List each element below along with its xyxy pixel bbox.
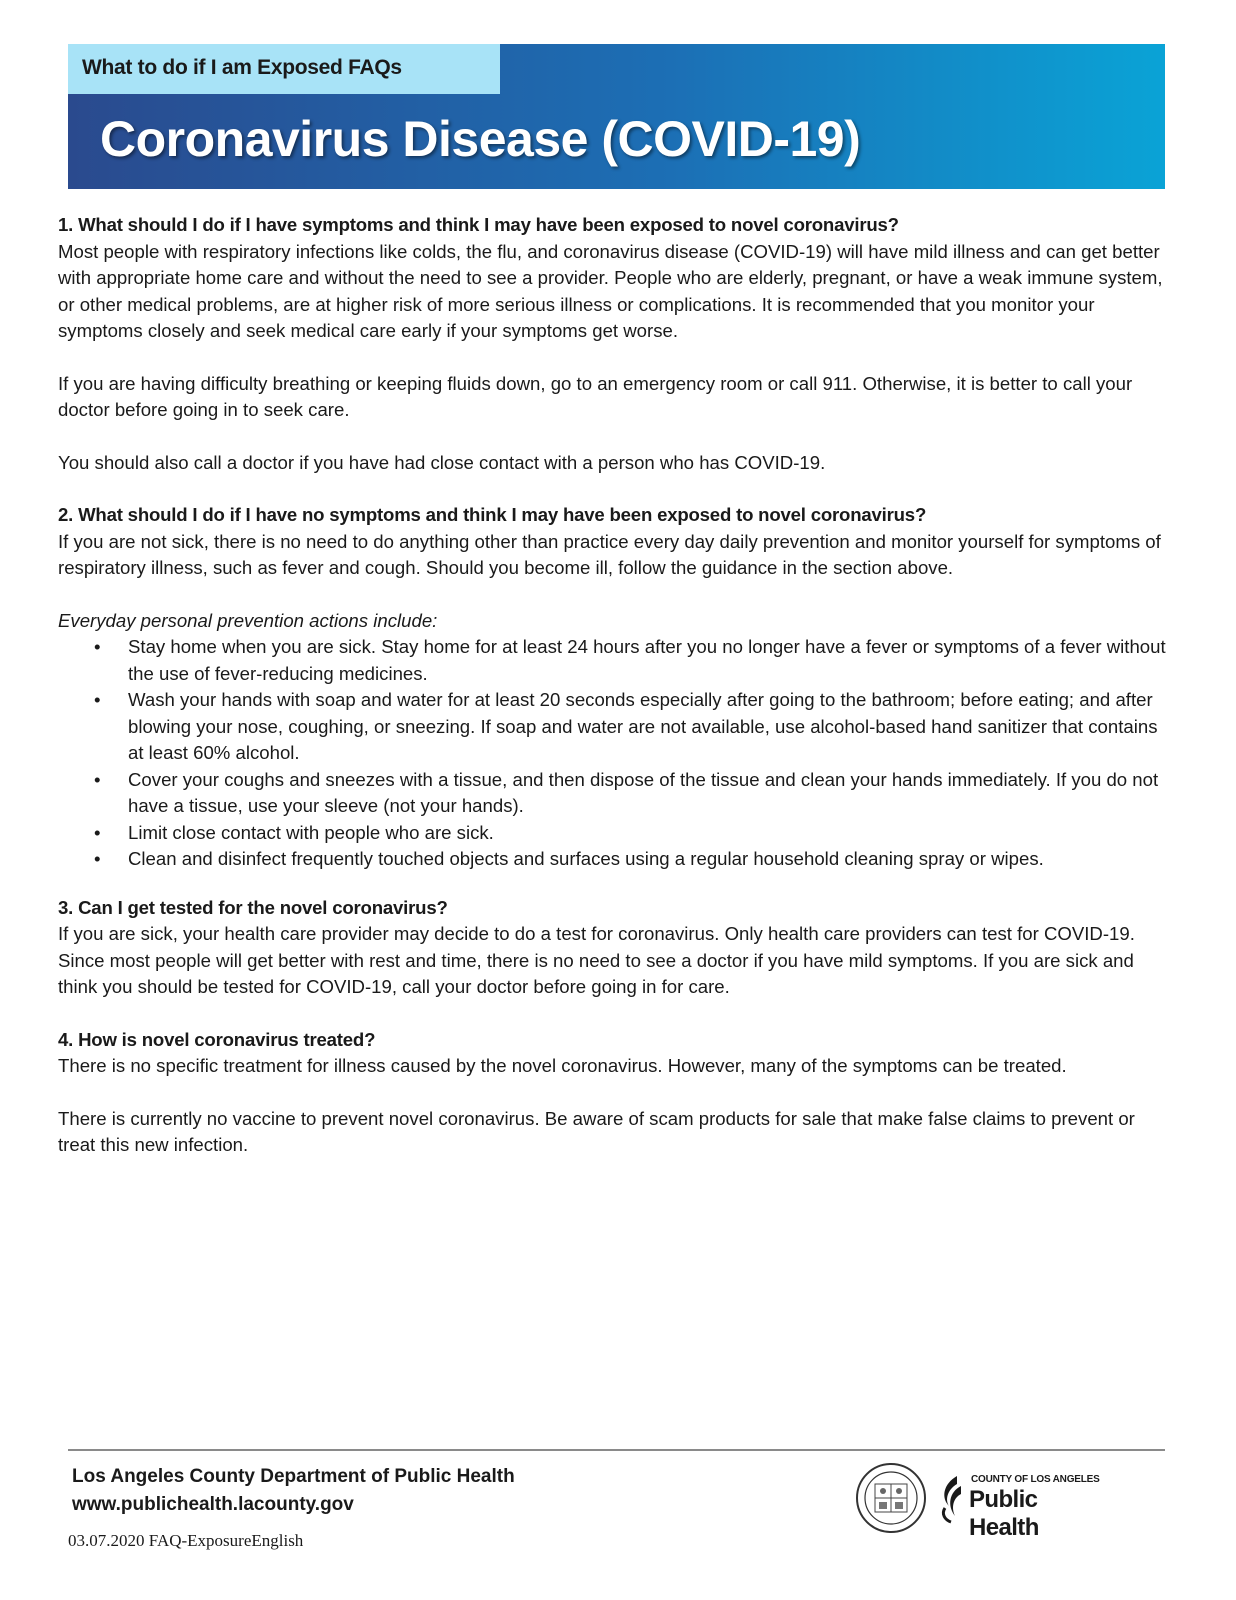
list-item	[58, 846, 1168, 873]
list-item-text: Limit close contact with people who are sick.	[128, 821, 494, 843]
answer-4-paragraph-2: There is currently no vaccine to prevent novel coronavirus. Be aware of scam products for sale that make false claims to prevent or treat this new infection.	[58, 1107, 1135, 1155]
header-tab-label: What to do if I am Exposed FAQs	[82, 56, 402, 79]
faq-section-4	[58, 1027, 1168, 1159]
faq-section-2	[58, 502, 1168, 873]
list-item	[58, 767, 1168, 820]
answer-1-paragraph-1: Most people with respiratory infections like colds, the flu, and coronavirus disease (COVID-19) will have mild illness and can get better with appropriate home care and without the need to see a provider. People who are elderly, pregnant, or have a weak immune system, or other medical problems, are at higher risk of more serious illness or complications. It is recommended that you monitor your symptoms closely and seek medical care early if your symptoms get worse.	[58, 240, 1163, 341]
prevention-intro: Everyday personal prevention actions include:	[58, 609, 438, 631]
list-item-text: Clean and disinfect frequently touched objects and surfaces using a regular household cleaning spray or wipes.	[128, 848, 1044, 869]
footer-document-id: 03.07.2020 FAQ-ExposureEnglish	[68, 1531, 304, 1550]
answer-1-paragraph-2: If you are having difficulty breathing or keeping fluids down, go to an emergency room or call 911. Otherwise, it is better to call your doctor before going in to seek care.	[58, 372, 1133, 420]
answer-3-paragraph-1: If you are sick, your health care provider may decide to do a test for coronavirus. Only health care providers can test for COVID-19. Since most people will get better with rest and time, there is no need to see a doctor if you have mild symptoms. If you are sick and think you should be tested for COVID-19, call your doctor before going in for care.	[58, 923, 1135, 997]
answer-2-paragraph-1: If you are not sick, there is no need to do anything other than practice every day daily prevention and monitor yourself for symptoms of respiratory illness, such as fever and cough. Should you become ill, follow the guidance in the section above.	[58, 530, 1161, 578]
footer-org-name: Los Angeles County Department of Public Health	[72, 1466, 515, 1487]
footer-website[interactable]: www.publichealth.lacounty.gov	[72, 1494, 354, 1515]
list-item-text: Stay home when you are sick. Stay home for at least 24 hours after you no longer have a fever or symptoms of a fever without the use of fever-reducing medicines.	[128, 636, 1166, 684]
bullet-icon: •	[94, 689, 101, 710]
logo-big-text: Public Health	[969, 1486, 1039, 1541]
list-item-text: Cover your coughs and sneezes with a tissue, and then dispose of the tissue and clean your hands immediately. If you do not have a tissue, use your sleeve (not your hands).	[128, 768, 1159, 816]
logo-small-text: COUNTY OF LOS ANGELES	[971, 1474, 1100, 1485]
bullet-icon: •	[94, 848, 101, 869]
question-3: 3. Can I get tested for the novel coronavirus?	[58, 896, 448, 918]
public-health-logo-icon	[935, 1470, 969, 1525]
answer-1-paragraph-3: You should also call a doctor if you have had close contact with a person who has COVID-19.	[58, 451, 826, 473]
page-title: Coronavirus Disease (COVID-19)	[100, 111, 861, 167]
list-item-text: Wash your hands with soap and water for at least 20 seconds especially after going to the bathroom; before eating; and after blowing your nose, coughing, or sneezing. If soap and water are not available, use alcohol-based hand sanitizer that contains at least 60% alcohol.	[128, 689, 1158, 763]
public-health-logo	[935, 1470, 1110, 1541]
answer-4-paragraph-1: There is no specific treatment for illness caused by the novel coronavirus. However, many of the symptoms can be treated.	[58, 1055, 1067, 1076]
bullet-icon: •	[94, 821, 101, 843]
prevention-list	[58, 634, 1168, 873]
faq-content	[58, 212, 1168, 1159]
header-tab	[68, 44, 500, 94]
question-1: 1. What should I do if I have symptoms and think I may have been exposed to novel coronavirus?	[58, 214, 899, 235]
header-banner	[68, 44, 1165, 189]
footer-divider	[68, 1449, 1165, 1451]
bullet-icon: •	[94, 768, 101, 790]
county-seal-icon	[855, 1462, 927, 1534]
bullet-icon: •	[94, 636, 101, 657]
faq-section-3	[58, 895, 1168, 1001]
faq-section-1	[58, 212, 1168, 476]
question-2: 2. What should I do if I have no symptoms and think I may have been exposed to novel coronavirus?	[58, 504, 927, 525]
list-item	[58, 820, 1168, 847]
list-item	[58, 687, 1168, 767]
list-item	[58, 634, 1168, 687]
question-4: 4. How is novel coronavirus treated?	[58, 1028, 376, 1050]
